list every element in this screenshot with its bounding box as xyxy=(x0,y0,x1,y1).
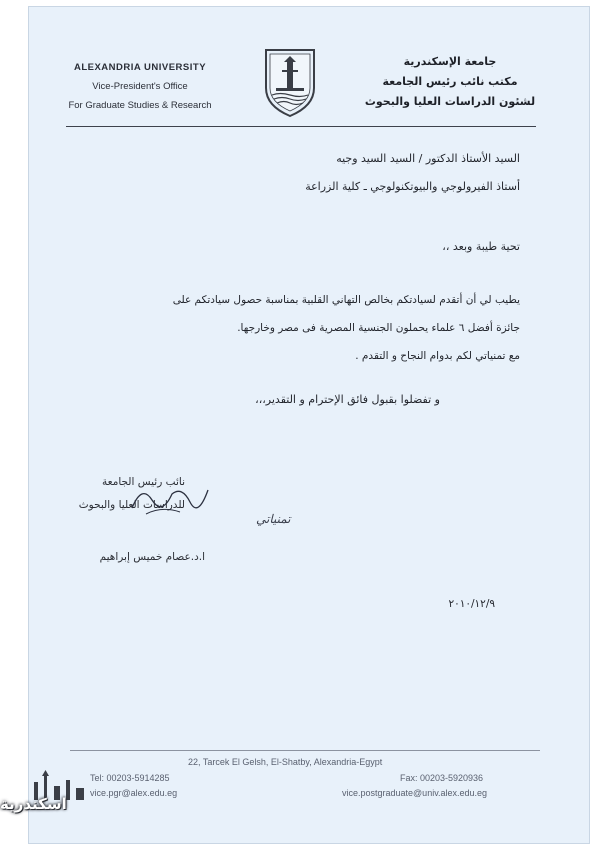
signatory-name: ا.د.عصام خميس إبراهيم xyxy=(99,551,205,563)
letterhead-english xyxy=(40,58,240,115)
signature-scribble-icon xyxy=(128,478,210,520)
letter-paper xyxy=(28,6,590,844)
office-name-ar: مكتب نائب رئيس الجامعة xyxy=(382,75,518,88)
body-line-1: يطيب لي أن أتقدم لسيادتكم بخالص التهاني القلبية بمناسبة حصول سيادتكم على xyxy=(172,294,520,306)
header-divider xyxy=(66,126,536,127)
body-line-3: مع تمنياتي لكم بدوام النجاح و التقدم . xyxy=(355,350,520,362)
office-name-en: Vice-President's Office xyxy=(92,81,188,92)
department-name-en: For Graduate Studies & Research xyxy=(68,100,212,111)
recipient-title: أستاذ الفيرولوجي والبيوتكنولوجي ـ كلية الزراعة xyxy=(305,180,520,193)
footer-fax: Fax: 00203-5920936 xyxy=(400,773,484,783)
footer-tel: Tel: 00203-5914285 xyxy=(90,773,170,783)
handwritten-note: تمنياتي xyxy=(256,512,291,526)
body-line-2: جائزة أفضل ٦ علماء يحملون الجنسية المصرية فى مصر وخارجها. xyxy=(237,322,520,334)
footer-address: 22, Tarcek El Gelsh, El-Shatby, Alexandria-Egypt xyxy=(188,757,383,767)
university-name-en: ALEXANDRIA UNIVERSITY xyxy=(73,62,207,73)
closing: و تفضلوا بقبول فائق الإحترام و التقدير،،، xyxy=(255,393,440,406)
watermark-text: اسكندرية xyxy=(0,795,67,813)
letter-date: ٢٠١٠/١٢/٩ xyxy=(448,598,495,610)
university-name-ar: جامعة الإسكندرية xyxy=(403,55,497,68)
recipient-name: السيد الأستاذ الدكتور / السيد السيد وجيه xyxy=(336,152,520,165)
footer-divider xyxy=(70,750,540,751)
greeting: تحية طيبة وبعد ،، xyxy=(442,240,520,253)
footer-email-left: vice.pgr@alex.edu.eg xyxy=(90,788,178,798)
letterhead-arabic xyxy=(360,52,540,112)
department-name-ar: لشئون الدراسات العليا والبحوث xyxy=(364,95,536,108)
university-emblem-icon xyxy=(262,48,318,118)
signature-title-2: للدراسات العليا والبحوث xyxy=(78,499,185,511)
footer-email-right: vice.postgraduate@univ.alex.edu.eg xyxy=(342,788,488,798)
signature-title-1: نائب رئيس الجامعة xyxy=(102,476,185,488)
